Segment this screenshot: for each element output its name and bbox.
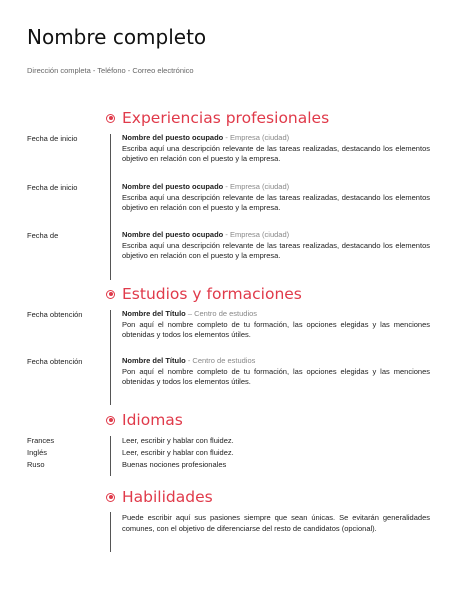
position-title: Nombre del puesto ocupado	[122, 182, 224, 191]
position-description: Escriba aquí una descripción relevante de las tareas realizadas, destacando los elementos objetivo en relación con el puesto y la empresa.	[122, 240, 430, 260]
education-date: Fecha obtención	[27, 310, 83, 319]
language-level: Leer, escribir y hablar con fluidez.	[122, 448, 234, 457]
languages-divider	[110, 436, 111, 476]
skills-heading	[106, 487, 213, 507]
separator: -	[223, 133, 230, 142]
company: Empresa (ciudad)	[229, 133, 290, 142]
experience-heading	[106, 108, 329, 128]
position-description: Escriba aquí una descripción relevante de las tareas realizadas, destacando los elementos objetivo en relación con el puesto y la empresa.	[122, 192, 430, 212]
skills-description: Puede escribir aquí sus pasiones siempre que sean únicas. Se evitarán generalidades comunes, con el objetivo de diferenciarse del resto de candidatos (opcional).	[122, 513, 430, 533]
skills-title: Habilidades	[122, 488, 213, 506]
language-level: Leer, escribir y hablar con fluidez.	[122, 436, 234, 445]
language-name: Inglés	[27, 448, 48, 457]
experience-divider	[110, 134, 111, 280]
experience-entry	[122, 230, 430, 262]
section-bullet-icon	[106, 416, 115, 425]
experience-date: Fecha de	[27, 231, 59, 240]
separator: –	[185, 309, 195, 318]
language-name: Frances	[27, 436, 55, 445]
education-heading	[106, 284, 302, 304]
degree-description: Pon aquí el nombre completo de tu formación, las opciones elegidas y las menciones obtenidas y todos los elementos útiles.	[122, 319, 430, 339]
degree-title: Nombre del Título	[122, 309, 186, 318]
experience-title: Experiencias profesionales	[122, 109, 330, 127]
company: Empresa (ciudad)	[229, 182, 290, 191]
experience-entry	[122, 133, 430, 165]
section-bullet-icon	[106, 493, 115, 502]
degree-description: Pon aquí el nombre completo de tu formación, las opciones elegidas y las menciones obtenidas y todos los elementos útiles.	[122, 366, 430, 386]
degree-title: Nombre del Título	[122, 356, 186, 365]
full-name: Nombre completo	[27, 25, 207, 49]
language-name: Ruso	[27, 460, 45, 469]
education-title: Estudios y formaciones	[122, 285, 302, 303]
separator: -	[223, 230, 230, 239]
position-title: Nombre del puesto ocupado	[122, 133, 224, 142]
position-description: Escriba aquí una descripción relevante de las tareas realizadas, destacando los elementos objetivo en relación con el puesto y la empresa.	[122, 143, 430, 163]
contact-line: Dirección completa - Teléfono - Correo electrónico	[27, 66, 194, 75]
school: Centro de estudios	[192, 356, 256, 365]
education-divider	[110, 310, 111, 405]
section-bullet-icon	[106, 114, 115, 123]
experience-entry	[122, 182, 430, 214]
languages-heading	[106, 410, 183, 430]
position-title: Nombre del puesto ocupado	[122, 230, 224, 239]
separator: -	[185, 356, 193, 365]
education-entry	[122, 356, 430, 388]
language-level: Buenas nociones profesionales	[122, 460, 227, 469]
separator: -	[223, 182, 230, 191]
skills-divider	[110, 512, 111, 552]
experience-date: Fecha de inicio	[27, 183, 78, 192]
experience-date: Fecha de inicio	[27, 134, 78, 143]
education-date: Fecha obtención	[27, 357, 83, 366]
school: Centro de estudios	[194, 309, 258, 318]
languages-title: Idiomas	[122, 411, 183, 429]
section-bullet-icon	[106, 290, 115, 299]
education-entry	[122, 309, 430, 341]
company: Empresa (ciudad)	[229, 230, 290, 239]
